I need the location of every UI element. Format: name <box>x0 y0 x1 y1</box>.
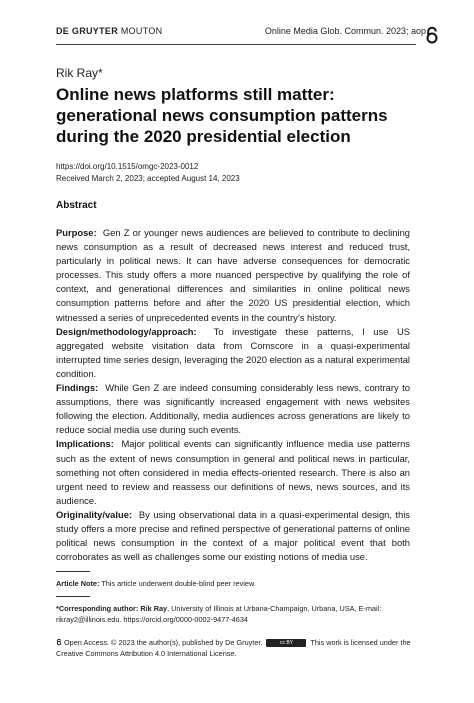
abstract-label: Originality/value: <box>56 508 133 520</box>
license-text: This work is licensed under the Creative Commons Attribution 4.0 International License. <box>56 638 411 658</box>
running-header <box>56 26 456 42</box>
publisher-logo <box>56 26 162 36</box>
article-note <box>56 579 256 588</box>
cc-by-icon: cc BY <box>266 639 306 647</box>
abstract-label: Findings: <box>56 382 99 394</box>
article-note-label: Article Note: <box>56 579 100 588</box>
open-access-statement <box>56 637 416 659</box>
abstract-body <box>56 226 410 564</box>
abstract-originality <box>56 508 410 564</box>
corresponding-author-details: , University of Illinois at Urbana-Champaign, Urbana, USA, E-mail: rikray2@illinois.edu. https://orcid.org/0000-0002-9477-4634 <box>56 604 382 624</box>
abstract-text: By using observational data in a quasi-experimental design, this study offers a more precise and refined perspective of generational patterns of online political news consumption in the context of a major political event that both corroborates as well as challenges some our existing notions of media use. <box>56 508 410 563</box>
open-access-small-icon <box>56 638 62 646</box>
abstract-text: While Gen Z are indeed consuming considerably less news, contrary to assumptions, there was significantly increased engagement with news websites following the election. Additionally, media audiences across generations are likely to reduce social media use during such events. <box>56 382 410 436</box>
open-access-icon <box>424 26 440 44</box>
abstract-text: Gen Z or younger news audiences are believed to contribute to declining news consumption as a result of decreased news interest and reduced trust, particularly in political news. It can have adverse consequences for democratic processes. This study offers a more nuanced perspective by qualifying the role of context, and generational differences and similarities in online political news consumption patterns before and after the 2020 US presidential election, which witnessed a series of unprecedented events in the country’s history. <box>56 227 410 323</box>
doi-link[interactable]: https://doi.org/10.1515/omgc-2023-0012 <box>56 162 199 171</box>
abstract-design <box>56 325 410 381</box>
abstract-findings <box>56 381 410 437</box>
corresponding-author-name: Rik Ray <box>140 604 168 613</box>
article-meta <box>56 161 240 185</box>
article-note-text: This article underwent double-blind peer review. <box>101 579 256 588</box>
received-dates: Received March 2, 2023; accepted August 14, 2023 <box>56 174 240 183</box>
abstract-heading: Abstract <box>56 200 97 211</box>
publisher-name-light: MOUTON <box>120 26 163 36</box>
footnote-divider <box>56 571 90 572</box>
publisher-name-bold: DE GRUYTER <box>56 26 119 36</box>
abstract-purpose <box>56 226 410 325</box>
corresponding-author-label: *Corresponding author: <box>56 604 139 613</box>
journal-citation: Online Media Glob. Commun. 2023; aop <box>264 26 426 36</box>
abstract-text: Major political events can significantly influence media use patterns such as the extent of news consumption in general and political news in particular, something not often considered in media effects-oriented research. There is also an urgent need to review and reassess our definitions of news, news sources, and its audience. <box>56 438 410 506</box>
abstract-label: Implications: <box>56 438 114 450</box>
abstract-implications <box>56 437 410 507</box>
open-access-text: Open Access. © 2023 the author(s), published by De Gruyter. <box>64 638 263 647</box>
abstract-text: To investigate these patterns, I use US aggregated website visitation data from Comscore in a quasi-experimental interrupted time series design, leveraging the 2020 election as a natural experimental condition. <box>56 325 410 379</box>
abstract-label: Purpose: <box>56 227 97 238</box>
footnote-divider <box>56 596 90 597</box>
abstract-label: Design/methodology/approach: <box>56 325 197 337</box>
article-title: Online news platforms still matter: generational news consumption patterns during the 2020 presidential election <box>56 85 388 146</box>
header-divider <box>56 44 416 45</box>
corresponding-author-note <box>56 603 416 625</box>
author-name: Rik Ray* <box>56 66 103 80</box>
